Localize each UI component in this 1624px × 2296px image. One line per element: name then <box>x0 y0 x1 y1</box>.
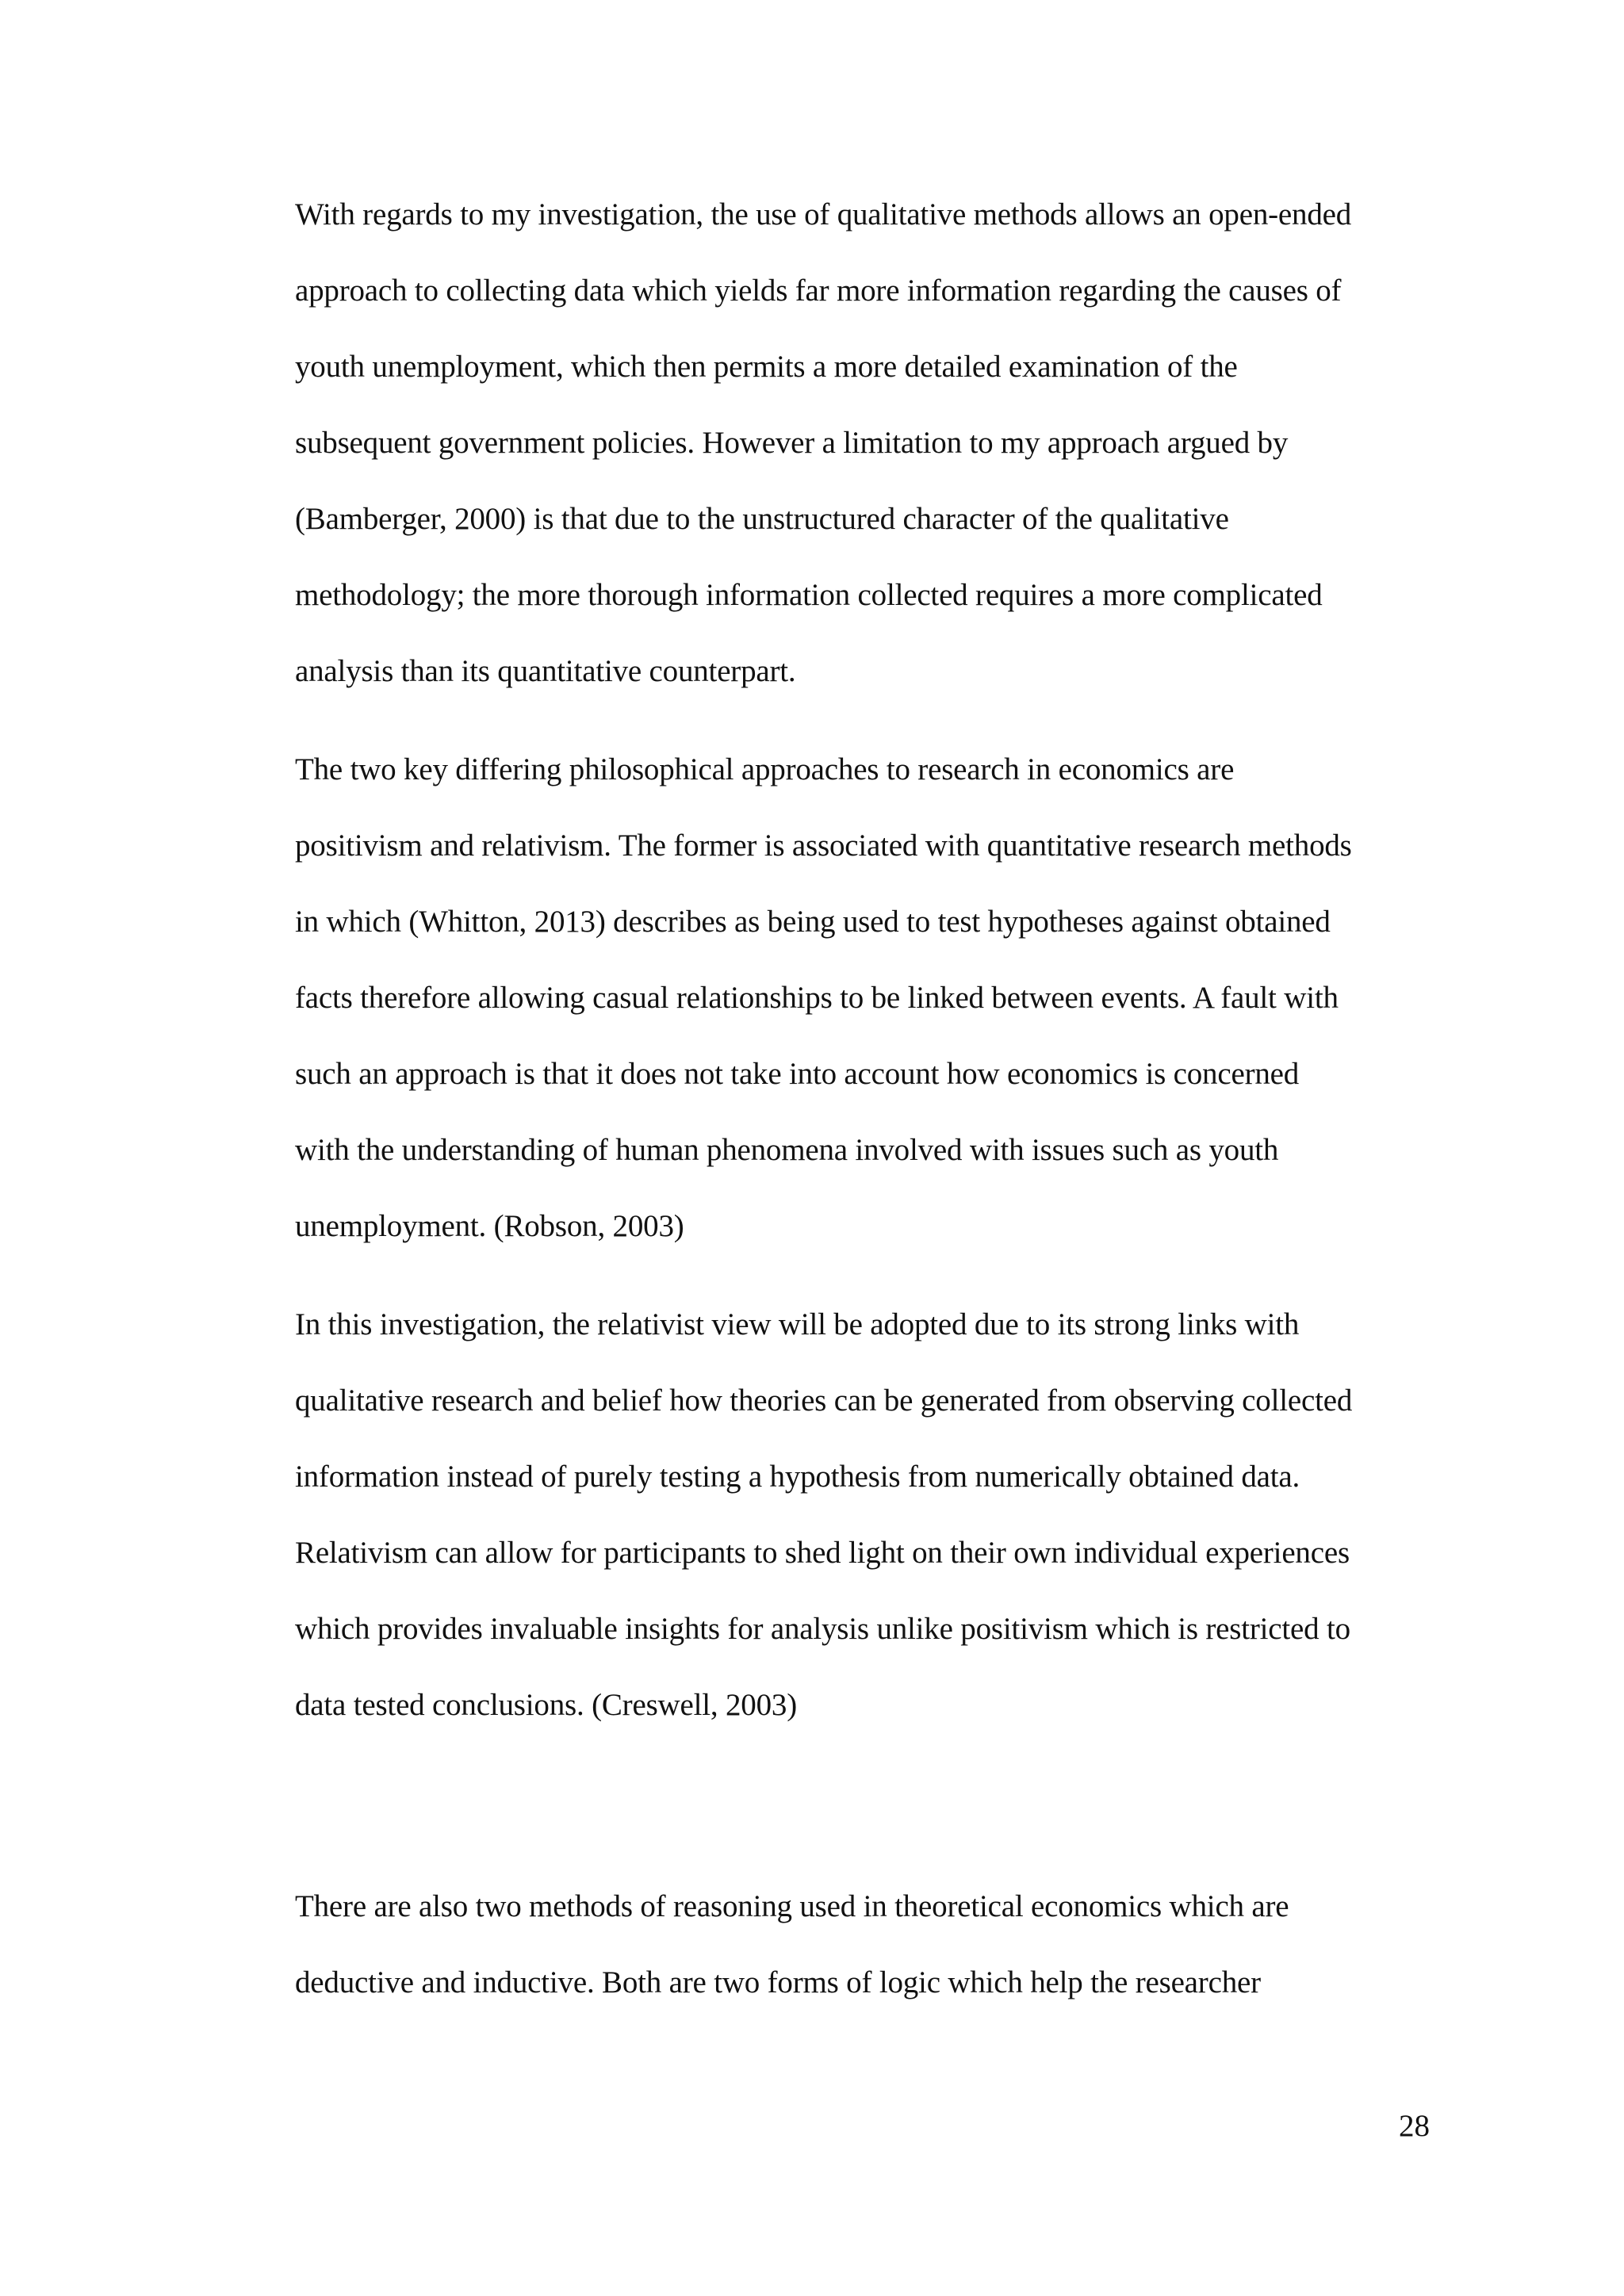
text-line: methodology; the more thorough information collected requires a more complicated <box>295 578 1323 612</box>
text-line: The two key differing philosophical approaches to research in economics are <box>295 752 1235 786</box>
text-line: deductive and inductive. Both are two forms of logic which help the researcher <box>295 1965 1261 1999</box>
text-line: qualitative research and belief how theories can be generated from observing collected <box>295 1383 1353 1418</box>
text-line: Relativism can allow for participants to shed light on their own individual experiences <box>295 1536 1350 1570</box>
text-line: with the understanding of human phenomena involved with issues such as youth <box>295 1133 1279 1167</box>
text-line: positivism and relativism. The former is associated with quantitative research methods <box>295 828 1352 863</box>
text-line: subsequent government policies. However a limitation to my approach argued by <box>295 426 1289 460</box>
text-line: unemployment. (Robson, 2003) <box>295 1209 684 1243</box>
text-line: data tested conclusions. (Creswell, 2003) <box>295 1688 797 1722</box>
text-line: With regards to my investigation, the use of qualitative methods allows an open-ended <box>295 197 1352 232</box>
page-number: 28 <box>1399 2109 1430 2143</box>
text-line: facts therefore allowing casual relationships to be linked between events. A fault with <box>295 981 1339 1015</box>
text-line: In this investigation, the relativist view will be adopted due to its strong links with <box>295 1307 1300 1341</box>
text-line: (Bamberger, 2000) is that due to the unstructured character of the qualitative <box>295 502 1229 536</box>
text-line: such an approach is that it does not take into account how economics is concerned <box>295 1057 1300 1091</box>
text-line: which provides invaluable insights for analysis unlike positivism which is restricted to <box>295 1612 1350 1646</box>
text-line: information instead of purely testing a hypothesis from numerically obtained data. <box>295 1460 1300 1494</box>
text-line: in which (Whitton, 2013) describes as being used to test hypotheses against obtained <box>295 905 1331 939</box>
text-line: approach to collecting data which yields far more information regarding the causes of <box>295 274 1342 308</box>
text-line: youth unemployment, which then permits a more detailed examination of the <box>295 350 1238 384</box>
text-line: analysis than its quantitative counterpart. <box>295 654 796 688</box>
text-line: There are also two methods of reasoning used in theoretical economics which are <box>295 1889 1289 1923</box>
